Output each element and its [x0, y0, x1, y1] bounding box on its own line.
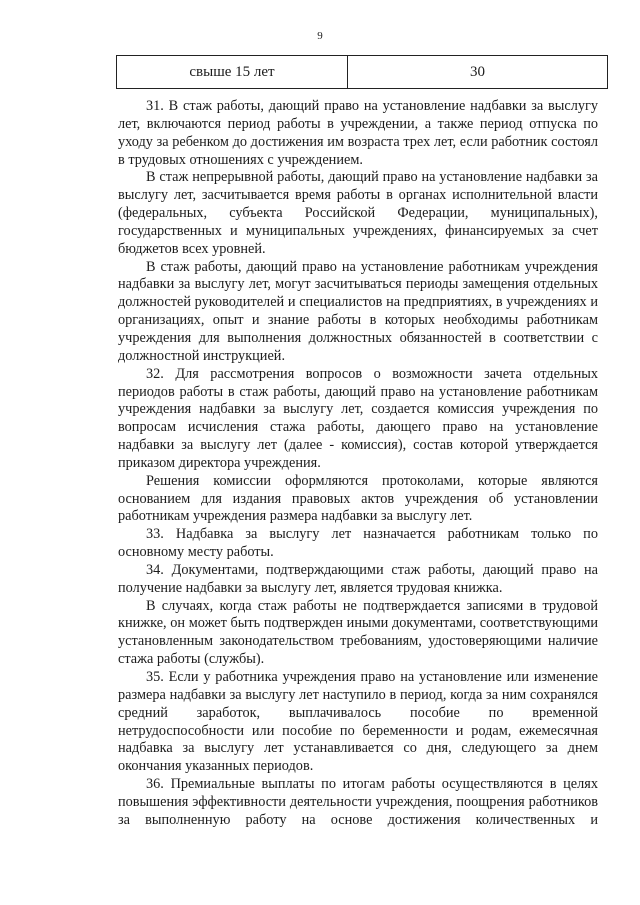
paragraph-35: 35. Если у работника учреждения право на установление или изменение размера надбавки за выслугу лет наступило в период, когда за ним сохранялся средний заработок, выплачивалось пособие по временной нетрудоспособности или пособие по беременности и родам, ежемесячная надбавка за выслугу лет устанавливается со дня, следующего за днем окончания указанных периодов. — [118, 669, 598, 775]
seniority-table — [116, 55, 608, 89]
paragraph-commission-decisions: Решения комиссии оформляются протоколами, которые являются основанием для издания правовых актов учреждения об установлении работникам учреждения размера надбавки за выслугу лет. — [118, 472, 598, 525]
page-number: 9 — [317, 30, 323, 42]
percent-cell: 30 — [348, 56, 608, 89]
paragraph-33: 33. Надбавка за выслугу лет назначается работникам только по основному месту работы. — [118, 526, 598, 561]
document-body — [118, 98, 598, 830]
paragraph-31: 31. В стаж работы, дающий право на установление надбавки за выслугу лет, включаются период работы в учреждении, а также период отпуска по уходу за ребенком до достижения им возраста трех лет, если работник состоял в трудовых отношениях с учреждением. — [118, 98, 598, 168]
paragraph-34: 34. Документами, подтверждающими стаж работы, дающий право на получение надбавки за выслугу лет, является трудовая книжка. — [118, 561, 598, 596]
paragraph-36: 36. Премиальные выплаты по итогам работы осуществляются в целях повышения эффективности деятельности учреждения, поощрения работников за выполненную работу на основе достижения количественных и — [118, 776, 598, 828]
paragraph-continuous-service: В стаж непрерывной работы, дающий право на установление надбавки за выслугу лет, засчитывается время работы в органах исполнительной власти (федеральных, субъекта Российской Федерации, муниципальных), государственных и муниципальных учреждениях, финансируемых за счет бюджетов всех уровней. — [118, 169, 598, 257]
table-row — [117, 56, 608, 89]
period-cell: свыше 15 лет — [117, 56, 348, 89]
paragraph-other-documents: В случаях, когда стаж работы не подтверждается записями в трудовой книжке, он может быть подтвержден иными документами, соответствующими установленным законодательством требованиям, удостоверяющими наличие стажа работы (службы). — [118, 597, 598, 668]
paragraph-managerial-positions: В стаж работы, дающий право на установление работникам учреждения надбавки за выслугу лет, могут засчитываться периоды замещения отдельных должностей руководителей и специалистов на предприятиях, в учреждениях и организациях, опыт и знание работы в которых необходимы работникам учреждения для выполнения должностных обязанностей в соответствии с должностной инструкцией. — [118, 258, 598, 364]
paragraph-32: 32. Для рассмотрения вопросов о возможности зачета отдельных периодов работы в стаж работы, дающий право на установление работникам учреждения надбавки за выслугу лет, создается комиссия учреждения по вопросам исчисления стажа работы, дающего право на установление надбавки за выслугу лет (далее - комиссия), состав которой утверждается приказом директора учреждения. — [118, 365, 598, 471]
